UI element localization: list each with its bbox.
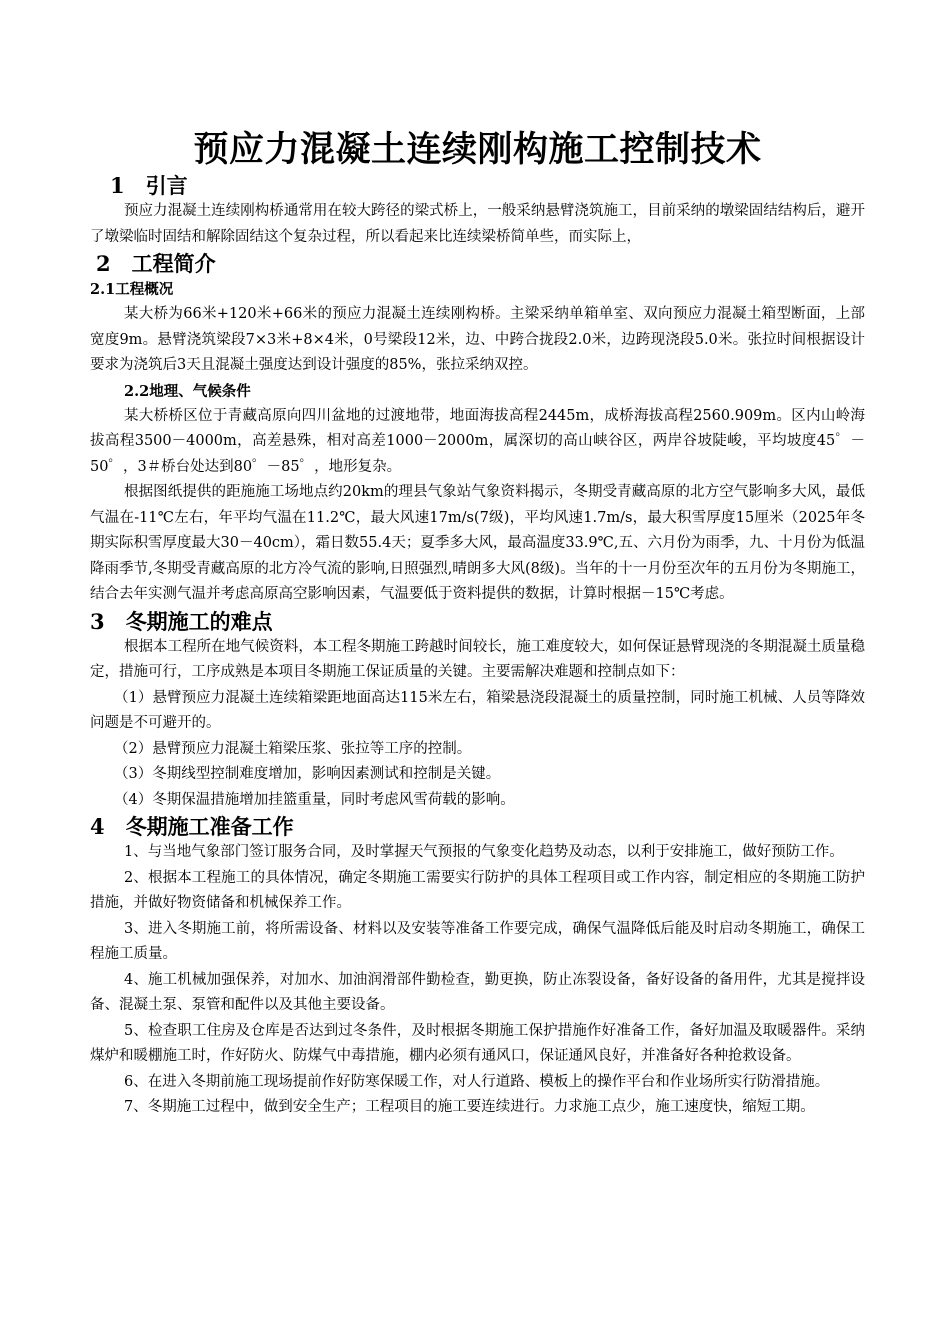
section-3-item: （4）冬期保温措施增加挂篮重量，同时考虑风雪荷载的影响。 bbox=[114, 791, 515, 808]
section-2-1-paragraph: 某大桥为66米+120米+66米的预应力混凝土连续刚构桥。主梁采纳单箱单室、双向预应力混凝土箱型断面，上部宽度9m。悬臂浇筑梁段7×3米+8×4米，0号梁段12米，边、中跨合拢段2.0米，边跨现浇段5.0米。张拉时间根据设计要求为浇筑后3天且混凝土强度达到设计强度的85%，张拉采纳双控。 bbox=[90, 306, 865, 373]
section-4-item: 6、在进入冬期前施工现场提前作好防寒保暖工作，对人行道路、模板上的操作平台和作业场所实行防滑措施。 bbox=[124, 1073, 830, 1090]
section-4-item: 2、根据本工程施工的具体情况，确定冬期施工需要实行防护的具体工程项目或工作内容，制定相应的冬期施工防护措施，并做好物资储备和机械保养工作。 bbox=[90, 869, 865, 911]
section-2-2-paragraph-climate: 根据图纸提供的距施施工场地点约20km的理县气象站气象资料揭示，冬期受青藏高原的北方空气影响多大风，最低气温在-11℃左右，年平均气温在11.2℃，最大风速17m/s(7级)，平均风速1.7m/s，最大积雪厚度15厘米（2025年冬期实际积雪厚度最大30－40cm），霜日数55.4天；夏季多大风，最高温度33.9℃,五、六月份为雨季，九、十月份为低温降雨季节,冬期受青藏高原的北方冷气流的影响,日照强烈,晴朗多大风(8级)。当年的十一月份至次年的五月份为冬期施工，结合去年实测气温并考虑高原高空影响因素，气温要低于资料提供的数据，计算时根据－15℃考虑。 bbox=[90, 484, 865, 602]
section-3-item: （2）悬臂预应力混凝土箱梁压浆、张拉等工序的控制。 bbox=[114, 740, 472, 757]
section-4-item: 3、进入冬期施工前，将所需设备、材料以及安装等准备工作要完成，确保气温降低后能及时启动冬期施工，确保工程施工质量。 bbox=[90, 920, 865, 962]
section-4-item: 1、与当地气象部门签订服务合同，及时掌握天气预报的气象变化趋势及动态，以利于安排施工，做好预防工作。 bbox=[124, 844, 844, 860]
subsection-2-1-heading: 2.1工程概况 bbox=[90, 281, 174, 298]
section-3-paragraph: 根据本工程所在地气候资料，本工程冬期施工跨越时间较长，施工难度较大，如何保证悬臂现浇的冬期混凝土质量稳定，措施可行，工序成熟是本项目冬期施工保证质量的关键。主要需解决难题和控制点如下： bbox=[90, 638, 865, 680]
subsection-2-2-heading: 2.2地理、气候条件 bbox=[124, 382, 251, 400]
section-4-item: 5、检查职工住房及仓库是否达到过冬条件，及时根据冬期施工保护措施作好准备工作，备好加温及取暖器件。采纳煤炉和暖棚施工时，作好防火、防煤气中毒措施，棚内必须有通风口，保证通风良好，并准备好各种抢救设备。 bbox=[90, 1022, 865, 1064]
section-4-item: 7、冬期施工过程中，做到安全生产；工程项目的施工要连续进行。力求施工点少，施工速度快，缩短工期。 bbox=[124, 1099, 815, 1115]
section-1-heading: 1 引言 bbox=[110, 173, 188, 198]
section-3-item: （3）冬期线型控制难度增加，影响因素测试和控制是关键。 bbox=[114, 766, 501, 782]
section-3-item: （1）悬臂预应力混凝土连续箱梁距地面高达115米左右，箱梁悬浇段混凝土的质量控制，同时施工机械、人员等降效问题是不可避开的。 bbox=[90, 689, 865, 731]
section-1-paragraph: 预应力混凝土连续刚构桥通常用在较大跨径的梁式桥上，一般采纳悬臂浇筑施工，目前采纳的墩梁固结结构后，避开了墩梁临时固结和解除固结这个复杂过程，所以看起来比连续梁桥简单些，而实际上， bbox=[90, 203, 865, 245]
section-3-heading: 3 冬期施工的难点 bbox=[90, 608, 273, 634]
document-page bbox=[90, 128, 865, 1121]
document-title: 预应力混凝土连续刚构施工控制技术 bbox=[193, 129, 762, 170]
section-2-2-paragraph-terrain: 某大桥桥区位于青藏高原向四川盆地的过渡地带，地面海拔高程2445m，成桥海拔高程2560.909m。区内山岭海拔高程3500－4000m，高差悬殊，相对高差1000－2000m，属深切的高山峡谷区，两岸谷坡陡峻，平均坡度45゜－50゜，3＃桥台处达到80゜－85゜，地形复杂。 bbox=[90, 407, 865, 475]
section-4-item: 4、施工机械加强保养，对加水、加油润滑部件勤检查，勤更换，防止冻裂设备，备好设备的备用件，尤其是搅拌设备、混凝土泵、泵管和配件以及其他主要设备。 bbox=[90, 971, 865, 1013]
section-2-heading: 2 工程简介 bbox=[96, 251, 216, 276]
section-4-heading: 4 冬期施工准备工作 bbox=[90, 814, 294, 839]
